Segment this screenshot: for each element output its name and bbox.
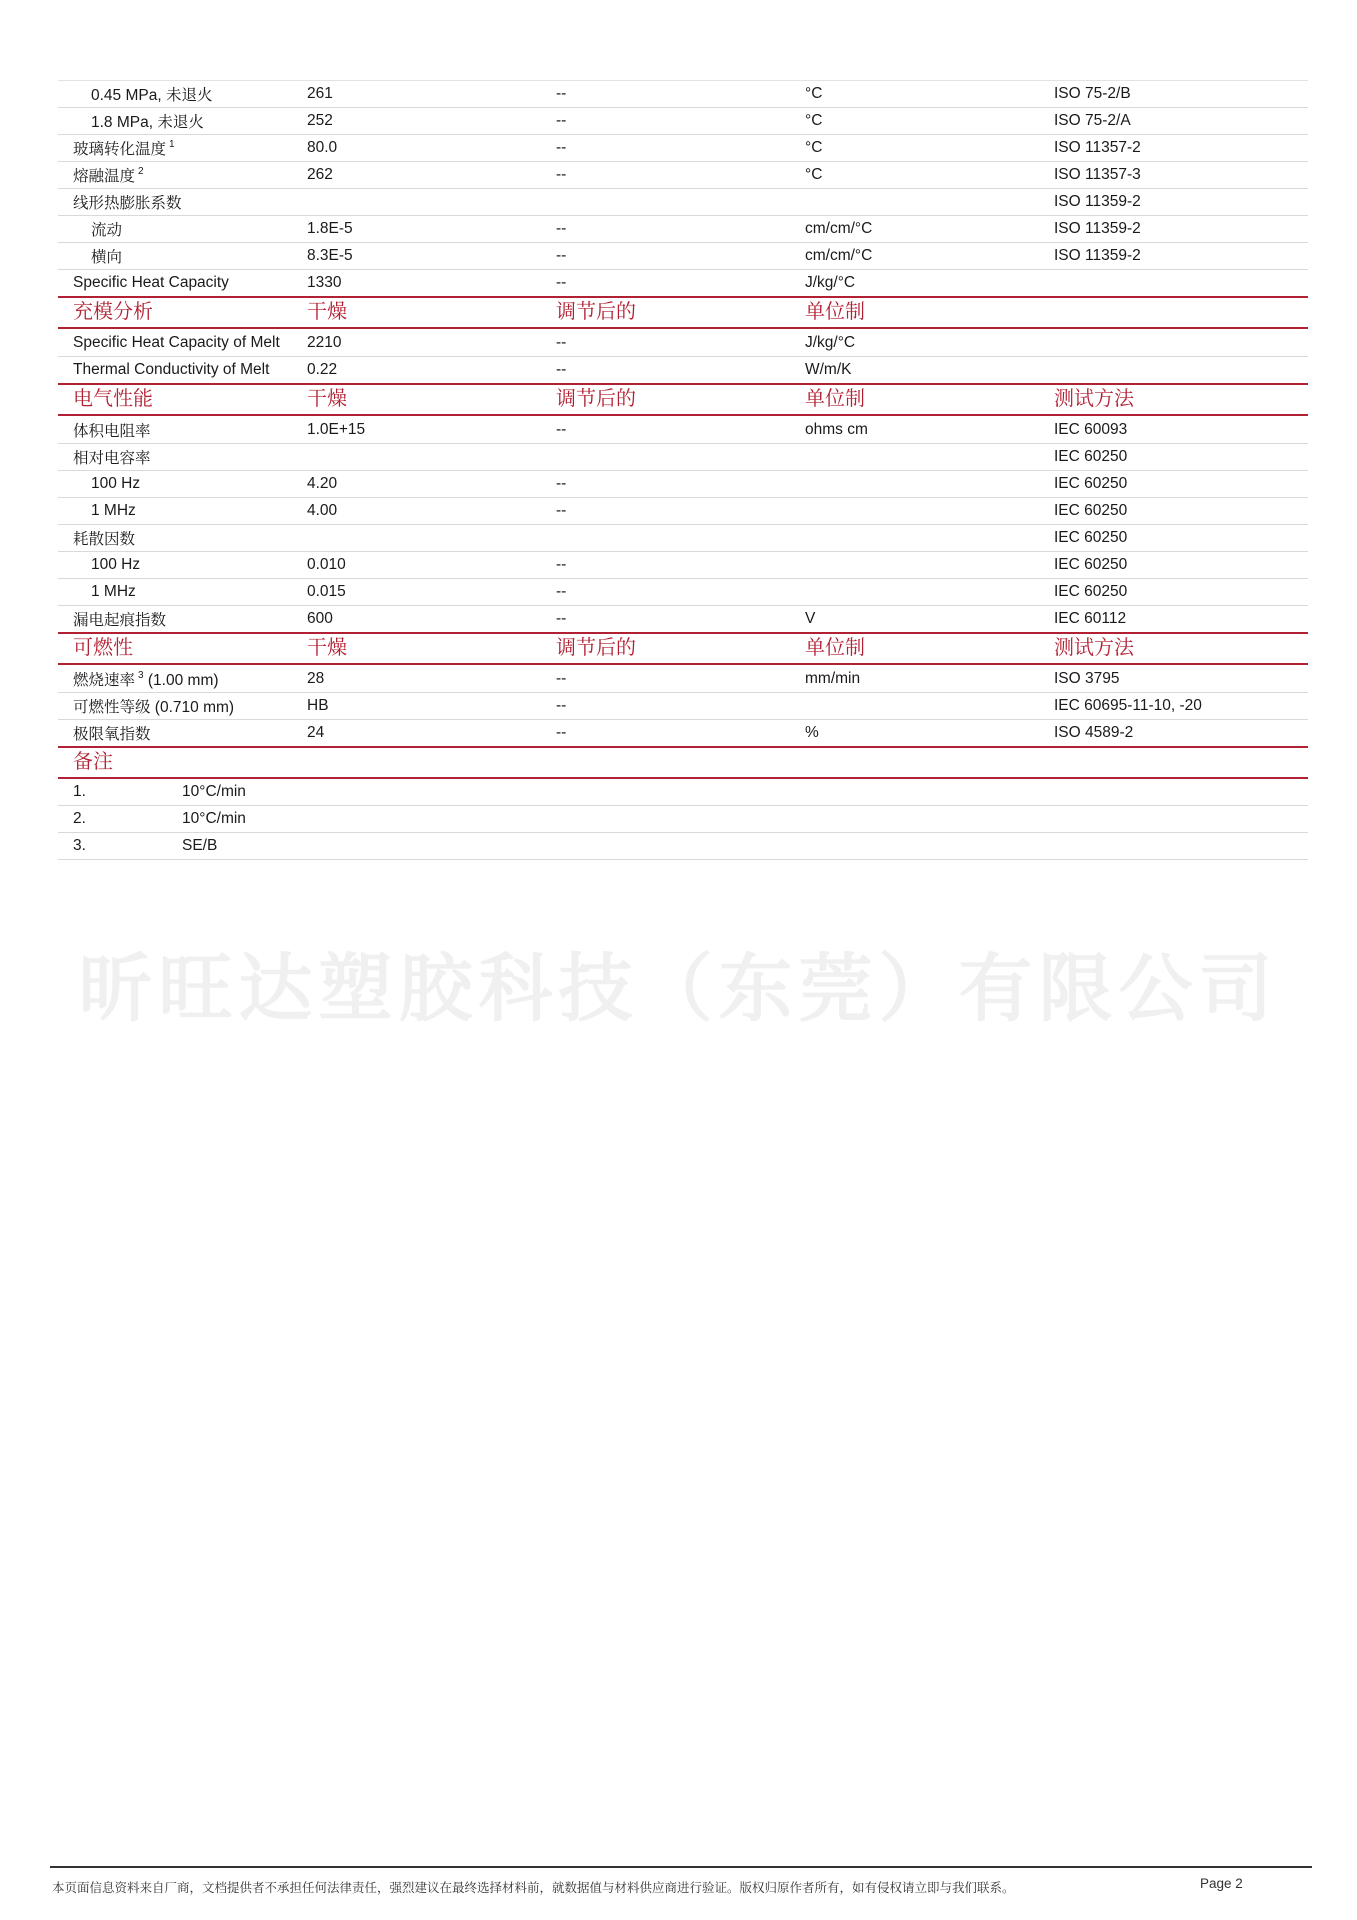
electrical-table — [58, 416, 1308, 632]
section-header-molding — [58, 296, 1308, 329]
test-method: IEC 60250 — [1054, 583, 1128, 600]
dry-value: 4.00 — [307, 502, 338, 519]
unit: °C — [805, 112, 823, 129]
property-name: 线形热膨胀系数 — [73, 195, 182, 212]
table-row — [58, 605, 1308, 632]
column-header-method: 测试方法 — [1054, 388, 1134, 410]
unit: V — [805, 610, 816, 627]
table-row — [58, 188, 1308, 215]
unit: cm/cm/°C — [805, 247, 873, 264]
dry-value: 2210 — [307, 333, 342, 351]
property-label: 熔融温度 — [73, 168, 136, 185]
dry-value: 80.0 — [307, 139, 338, 156]
conditioned-value: -- — [556, 139, 567, 156]
conditioned-value: -- — [556, 724, 567, 741]
test-method: IEC 60093 — [1054, 420, 1128, 438]
property-name — [58, 668, 307, 690]
property-name — [58, 137, 307, 159]
dry-value: 1.8E-5 — [307, 220, 353, 237]
column-header-method: 测试方法 — [1054, 637, 1134, 659]
section-header-flammability — [58, 632, 1308, 665]
dry-value: 0.015 — [307, 583, 346, 600]
column-header-dry: 干燥 — [307, 301, 347, 323]
table-row — [58, 443, 1308, 470]
datasheet — [58, 80, 1308, 860]
conditioned-value: -- — [556, 220, 567, 237]
footer-disclaimer: 本页面信息资料来自厂商，文档提供者不承担任何法律责任，强烈建议在最终选择材料前，就数据值与材料供应商进行验证。版权归原作者所有，如有侵权请立即与我们联系。 — [52, 1881, 1015, 1895]
dry-value: 0.010 — [307, 556, 346, 573]
dry-value: 28 — [307, 669, 325, 687]
footnote-marker: 3 — [138, 669, 144, 681]
section-title: 电气性能 — [73, 388, 153, 410]
note-text: 10°C/min — [182, 810, 246, 827]
table-row — [58, 269, 1308, 296]
test-method: IEC 60250 — [1054, 556, 1128, 573]
test-method: ISO 75-2/A — [1054, 112, 1131, 129]
table-row — [58, 356, 1308, 383]
test-method: IEC 60250 — [1054, 475, 1128, 492]
property-label: 玻璃转化温度 — [73, 141, 167, 158]
unit: W/m/K — [805, 361, 852, 378]
section-title: 备注 — [73, 751, 113, 773]
page-number: Page 2 — [1200, 1876, 1243, 1891]
property-name: 体积电阻率 — [73, 422, 151, 440]
test-method: ISO 11359-2 — [1054, 193, 1141, 210]
note-text: 10°C/min — [182, 783, 246, 800]
table-row — [58, 692, 1308, 719]
property-name: 1 MHz — [91, 502, 136, 519]
unit: °C — [805, 139, 823, 156]
conditioned-value: -- — [556, 669, 567, 687]
conditioned-value: -- — [556, 697, 567, 714]
table-row — [58, 134, 1308, 161]
unit: ohms cm — [805, 420, 868, 438]
conditioned-value: -- — [556, 247, 567, 264]
section-title: 充模分析 — [73, 301, 153, 323]
section-header-electrical — [58, 383, 1308, 416]
property-name — [58, 164, 307, 186]
conditioned-value: -- — [556, 556, 567, 573]
column-header-unit: 单位制 — [805, 301, 865, 323]
footnote-marker: 2 — [138, 166, 144, 177]
dry-value: 262 — [307, 166, 333, 183]
test-method: ISO 11357-3 — [1054, 166, 1141, 183]
property-name: 可燃性等级 (0.710 mm) — [73, 699, 235, 716]
test-method: IEC 60250 — [1054, 448, 1128, 465]
column-header-dry: 干燥 — [307, 637, 347, 659]
property-suffix: (1.00 mm) — [147, 671, 219, 689]
column-header-conditioned: 调节后的 — [556, 637, 636, 659]
dry-value: 252 — [307, 112, 333, 129]
unit: cm/cm/°C — [805, 220, 873, 237]
conditioned-value: -- — [556, 274, 567, 291]
table-row — [58, 665, 1308, 692]
column-header-dry: 干燥 — [307, 388, 347, 410]
conditioned-value: -- — [556, 475, 567, 492]
property-name: Thermal Conductivity of Melt — [73, 361, 270, 378]
molding-table — [58, 329, 1308, 383]
unit: % — [805, 724, 819, 741]
property-name: Specific Heat Capacity of Melt — [73, 333, 280, 351]
table-row — [58, 80, 1308, 107]
test-method: ISO 11359-2 — [1054, 247, 1141, 264]
note-text: SE/B — [182, 837, 218, 854]
property-name: 相对电容率 — [73, 450, 151, 467]
note-item — [58, 806, 1308, 833]
conditioned-value: -- — [556, 361, 567, 378]
table-row — [58, 107, 1308, 134]
unit: J/kg/°C — [805, 333, 856, 351]
note-number: 2. — [73, 810, 86, 827]
conditioned-value: -- — [556, 85, 567, 102]
unit: °C — [805, 166, 823, 183]
table-row — [58, 524, 1308, 551]
column-header-conditioned: 调节后的 — [556, 388, 636, 410]
property-name: Specific Heat Capacity — [73, 274, 229, 291]
footer-divider — [50, 1866, 1312, 1868]
test-method: ISO 3795 — [1054, 669, 1120, 687]
property-label: 燃烧速率 — [73, 671, 136, 689]
conditioned-value: -- — [556, 166, 567, 183]
table-row — [58, 578, 1308, 605]
table-row — [58, 497, 1308, 524]
company-watermark: 昕旺达塑胶科技（东莞）有限公司 — [78, 946, 1279, 1032]
property-name: 1.8 MPa, 未退火 — [91, 114, 204, 131]
table-row — [58, 551, 1308, 578]
property-name: 0.45 MPa, 未退火 — [91, 87, 213, 104]
dry-value: 4.20 — [307, 475, 338, 492]
property-name: 横向 — [91, 249, 123, 266]
table-row — [58, 329, 1308, 356]
test-method: IEC 60695-11-10, -20 — [1054, 697, 1202, 714]
section-title: 可燃性 — [73, 637, 133, 659]
dry-value: 1330 — [307, 274, 342, 291]
footnote-marker: 1 — [169, 139, 175, 150]
dry-value: 0.22 — [307, 361, 338, 378]
test-method: IEC 60250 — [1054, 502, 1128, 519]
table-row — [58, 719, 1308, 746]
property-name: 耗散因数 — [73, 531, 136, 548]
section-header-notes — [58, 746, 1308, 779]
conditioned-value: -- — [556, 333, 567, 351]
property-name: 极限氧指数 — [73, 726, 151, 743]
column-header-conditioned: 调节后的 — [556, 301, 636, 323]
property-name: 漏电起痕指数 — [73, 612, 167, 629]
conditioned-value: -- — [556, 112, 567, 129]
conditioned-value: -- — [556, 583, 567, 600]
dry-value: 261 — [307, 85, 333, 102]
table-row — [58, 161, 1308, 188]
table-row — [58, 242, 1308, 269]
column-header-unit: 单位制 — [805, 388, 865, 410]
dry-value: 600 — [307, 610, 333, 627]
property-name: 100 Hz — [91, 475, 141, 492]
table-row — [58, 470, 1308, 497]
property-name: 100 Hz — [91, 556, 141, 573]
table-row — [58, 215, 1308, 242]
test-method: IEC 60112 — [1054, 610, 1127, 627]
test-method: IEC 60250 — [1054, 529, 1128, 546]
dry-value: 24 — [307, 724, 325, 741]
unit: J/kg/°C — [805, 274, 856, 291]
conditioned-value: -- — [556, 420, 567, 438]
notes-list — [58, 779, 1308, 860]
test-method: ISO 75-2/B — [1054, 85, 1131, 102]
dry-value: HB — [307, 697, 329, 714]
note-number: 3. — [73, 837, 86, 854]
note-item — [58, 779, 1308, 806]
note-number: 1. — [73, 783, 86, 800]
conditioned-value: -- — [556, 502, 567, 519]
flammability-table — [58, 665, 1308, 746]
property-name: 1 MHz — [91, 583, 136, 600]
test-method: ISO 11359-2 — [1054, 220, 1141, 237]
thermal-table — [58, 80, 1308, 296]
property-name: 流动 — [91, 222, 123, 239]
table-row — [58, 416, 1308, 443]
test-method: ISO 4589-2 — [1054, 724, 1134, 741]
note-item — [58, 833, 1308, 860]
dry-value: 8.3E-5 — [307, 247, 353, 264]
dry-value: 1.0E+15 — [307, 420, 366, 438]
unit: mm/min — [805, 669, 861, 687]
conditioned-value: -- — [556, 610, 567, 627]
test-method: ISO 11357-2 — [1054, 139, 1141, 156]
unit: °C — [805, 85, 823, 102]
column-header-unit: 单位制 — [805, 637, 865, 659]
